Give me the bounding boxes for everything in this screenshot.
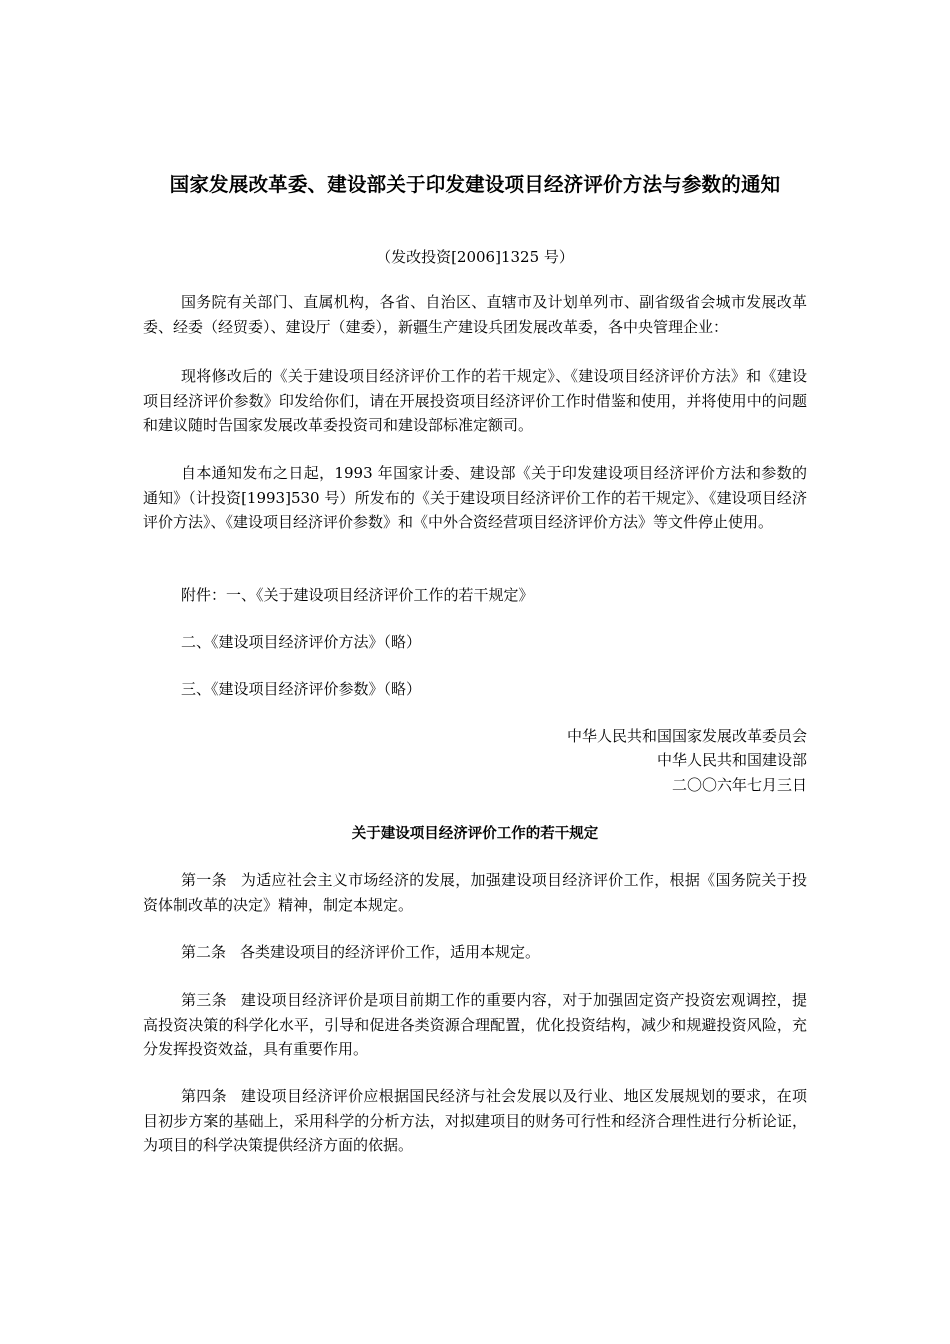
article-text: 为适应社会主义市场经济的发展，加强建设项目经济评价工作，根据《国务院关于投资体制改革的决定》精神，制定本规定。	[143, 871, 807, 914]
article-paragraph	[143, 940, 807, 965]
document-number: （发改投资[2006]1325 号）	[376, 248, 574, 266]
article-label: 第二条	[181, 943, 227, 961]
article-text: 建设项目经济评价是项目前期工作的重要内容，对于加强固定资产投资宏观调控，提高投资决策的科学化水平，引导和促进各类资源合理配置，优化投资结构，减少和规避投资风险，充分发挥投资效益，具有重要作用。	[143, 991, 807, 1058]
article-paragraph	[143, 868, 807, 917]
article-paragraph	[143, 1084, 807, 1158]
body-paragraph: 现将修改后的《关于建设项目经济评价工作的若干规定》、《建设项目经济评价方法》和《建设项目经济评价参数》印发给你们，请在开展投资项目经济评价工作时借鉴和使用，并将使用中的问题和建议随时告国家发展改革委投资司和建设部标准定额司。	[143, 367, 807, 434]
article-paragraph	[143, 988, 807, 1062]
article-label: 第三条	[181, 991, 227, 1009]
regulation-title: 关于建设项目经济评价工作的若干规定	[351, 826, 599, 842]
article-text: 各类建设项目的经济评价工作，适用本规定。	[240, 943, 541, 961]
signature-issuer: 中华人民共和国国家发展改革委员会	[566, 727, 807, 745]
addressees-paragraph: 国务院有关部门、直属机构，各省、自治区、直辖市及计划单列市、副省级省会城市发展改革委、经委（经贸委）、建设厅（建委），新疆生产建设兵团发展改革委，各中央管理企业：	[143, 293, 807, 336]
signature-issuer: 中华人民共和国建设部	[656, 751, 807, 769]
attachment-line: 附件：一、《关于建设项目经济评价工作的若干规定》	[181, 586, 534, 604]
article-label: 第四条	[181, 1087, 227, 1105]
attachment-line: 二、《建设项目经济评价方法》（略）	[181, 633, 422, 651]
signature-date: 二〇〇六年七月三日	[671, 776, 807, 794]
article-text: 建设项目经济评价应根据国民经济与社会发展以及行业、地区发展规划的要求，在项目初步方案的基础上，采用科学的分析方法，对拟建项目的财务可行性和经济合理性进行分析论证，为项目的科学决策提供经济方面的依据。	[143, 1087, 807, 1154]
document-title: 国家发展改革委、建设部关于印发建设项目经济评价方法与参数的通知	[169, 173, 781, 196]
body-paragraph: 自本通知发布之日起，1993 年国家计委、建设部《关于印发建设项目经济评价方法和参数的通知》（计投资[1993]530 号）所发布的《关于建设项目经济评价工作的若干规定》、《建设项目经济评价方法》、《建设项目经济评价参数》和《中外合资经营项目经济评价方法》等文件停止使用。	[143, 464, 807, 531]
article-label: 第一条	[181, 871, 227, 889]
attachment-line: 三、《建设项目经济评价参数》（略）	[181, 680, 422, 698]
